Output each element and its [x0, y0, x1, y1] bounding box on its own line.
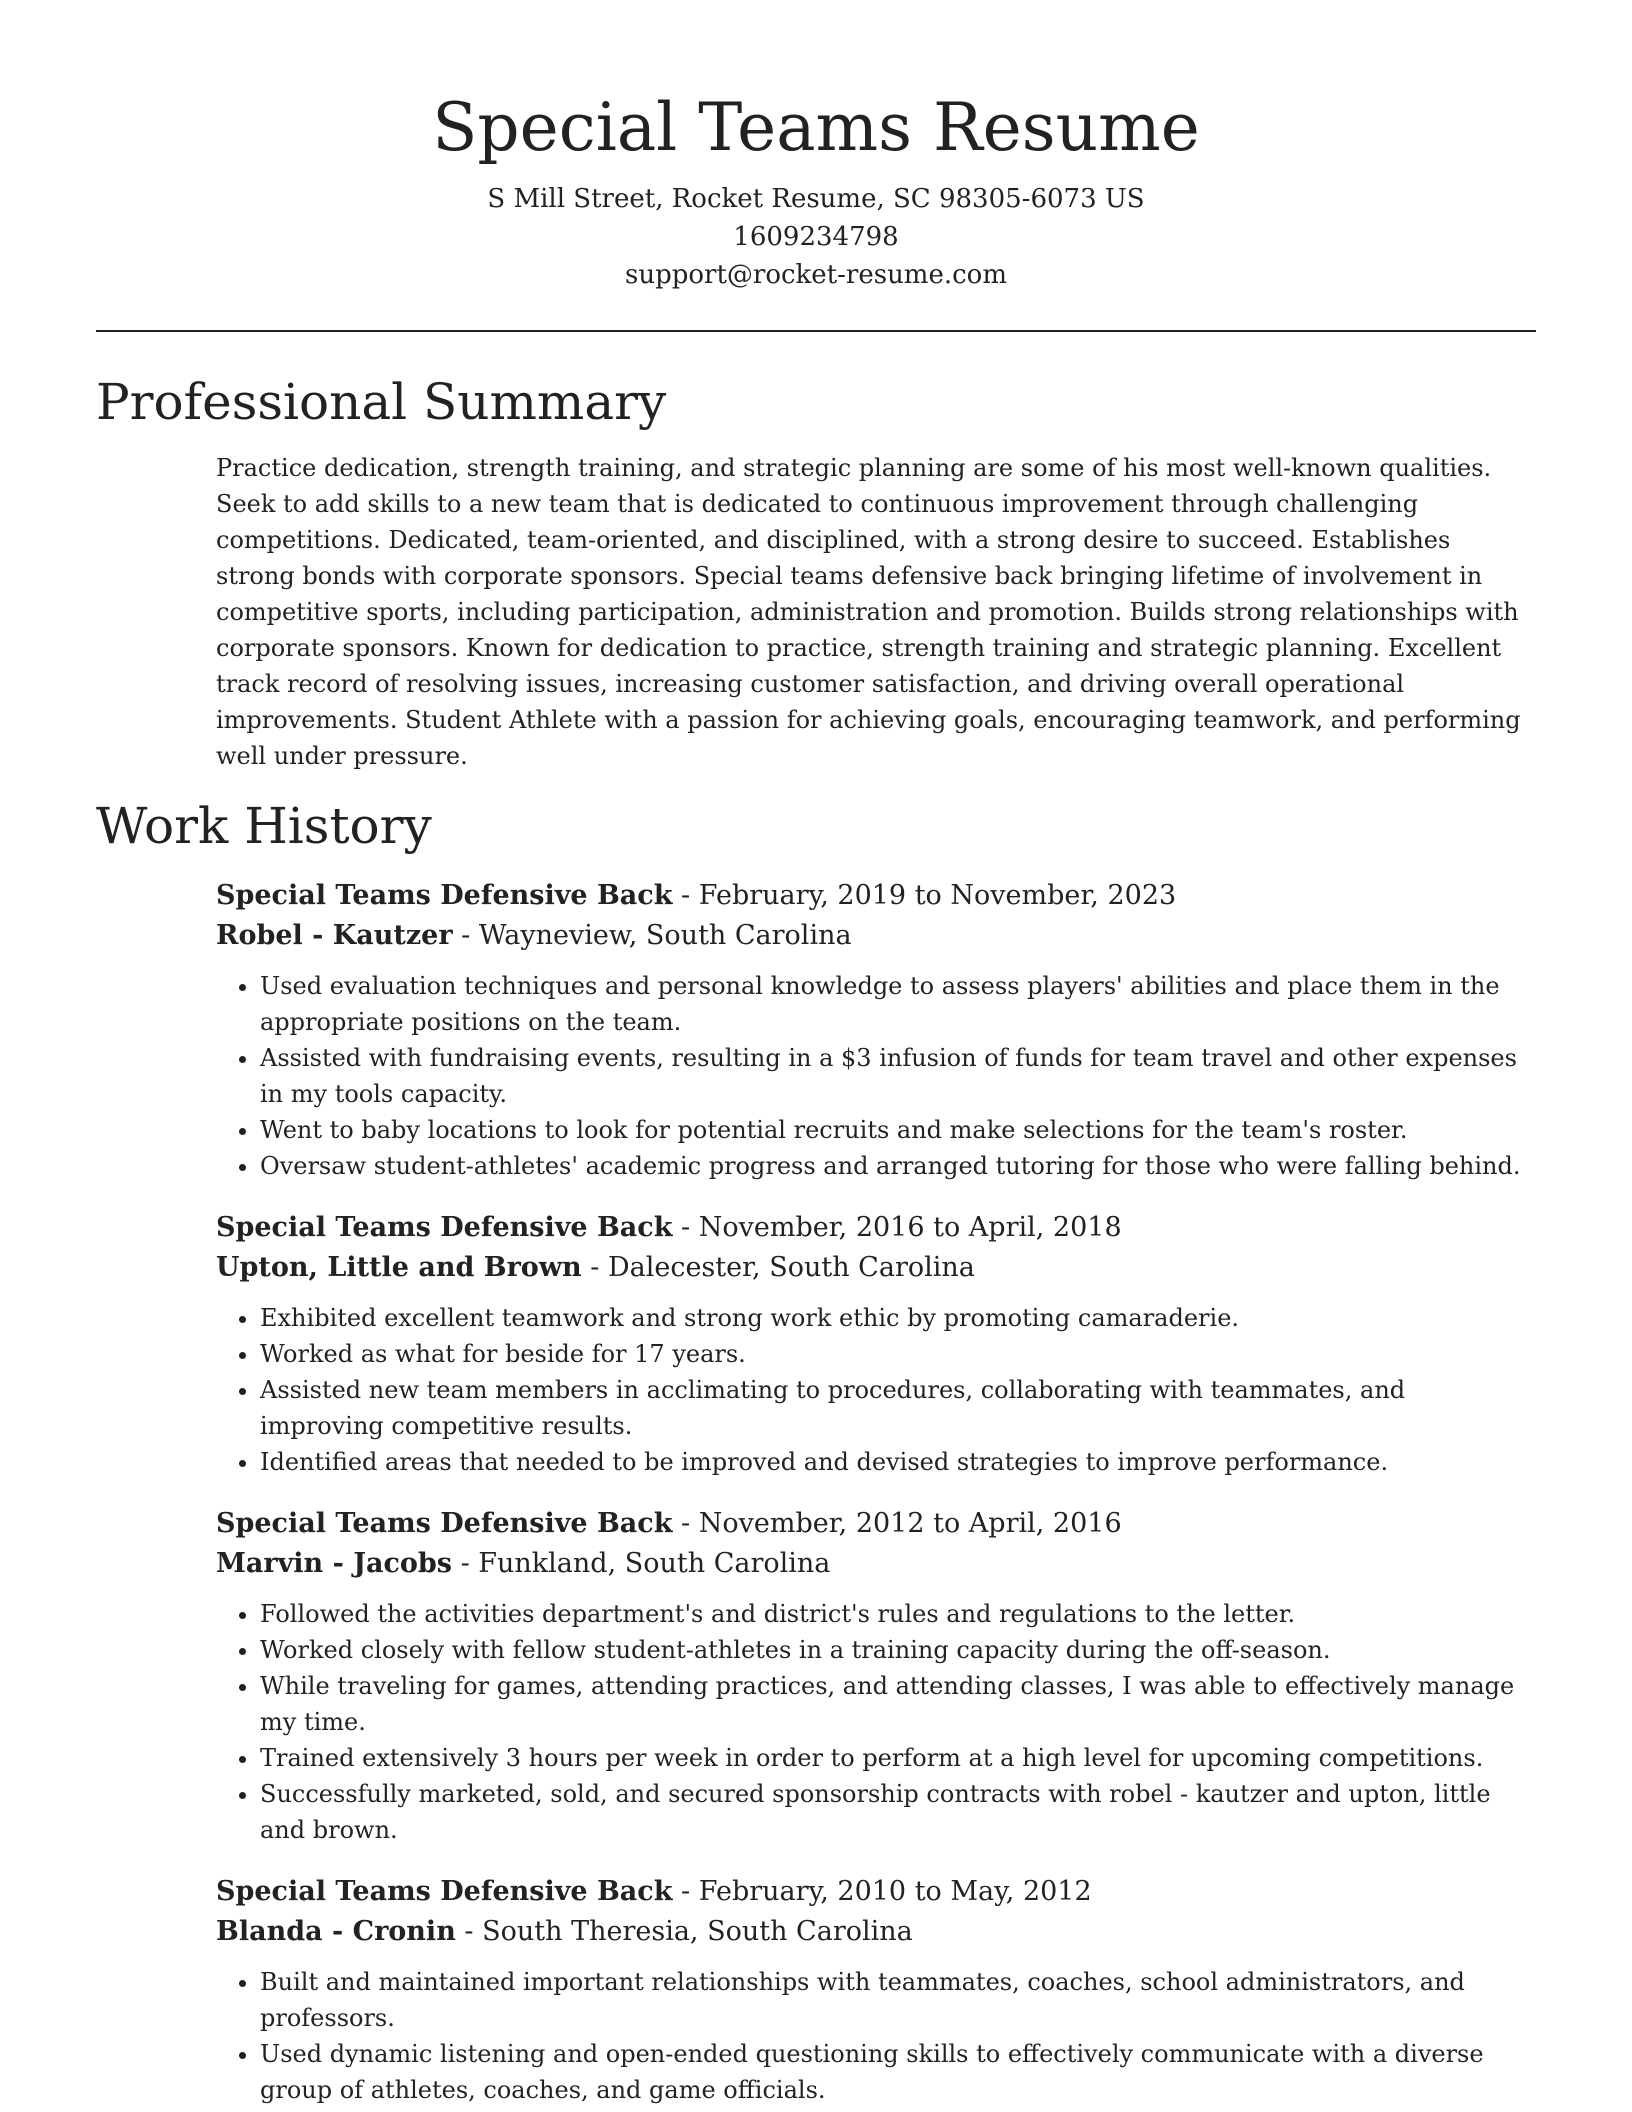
job-position: Special Teams Defensive Back — [216, 1876, 673, 1907]
job-title-line — [216, 1208, 1536, 1248]
job-entry — [216, 876, 1536, 1184]
job-company-line — [216, 1912, 1536, 1952]
job-bullet: • Assisted new team members in acclimating to procedures, collaborating with teammates, and improving competitive results. — [260, 1372, 1536, 1444]
job-entry — [216, 1504, 1536, 1848]
job-bullet: • Used evaluation techniques and personal knowledge to assess players' abilities and place them in the appropriate positions on the team. — [260, 968, 1536, 1040]
job-dates: - February, 2010 to May, 2012 — [672, 1876, 1092, 1907]
job-company: Robel - Kautzer — [216, 920, 453, 951]
job-dates: - November, 2012 to April, 2016 — [672, 1508, 1122, 1539]
job-position: Special Teams Defensive Back — [216, 1212, 673, 1243]
job-bullet: • Exhibited excellent teamwork and strong work ethic by promoting camaraderie. — [260, 1300, 1536, 1336]
job-bullet: • Identified areas that needed to be improved and devised strategies to improve performance. — [260, 1444, 1536, 1480]
job-bullet: • Assisted with fundraising events, resulting in a $3 infusion of funds for team travel and other expenses in my tools capacity. — [260, 1040, 1536, 1112]
summary-text: Practice dedication, strength training, and strategic planning are some of his most well-known qualities. Seek to add skills to a new team that is dedicated to continuous improvement through challenging competitions. Dedicated, team-oriented, and disciplined, with a strong desire to succeed. Establishes strong bonds with corporate sponsors. Special teams defensive back bringing lifetime of involvement in competitive sports, including participation, administration and promotion. Builds strong relationships with corporate sponsors. Known for dedication to practice, strength training and strategic planning. Excellent track record of resolving issues, increasing customer satisfaction, and driving overall operational improvements. Student Athlete with a passion for achieving goals, encouraging teamwork, and performing well under pressure. — [216, 454, 1521, 770]
job-bullet: • Built and maintained important relationships with teammates, coaches, school administrators, and professors. — [260, 1964, 1536, 2036]
job-entry — [216, 1208, 1536, 1480]
job-bullet: • Worked closely with fellow student-athletes in a training capacity during the off-season. — [260, 1632, 1536, 1668]
job-bullets — [216, 1596, 1536, 1848]
job-company-line — [216, 916, 1536, 956]
work-history-heading: Work History — [96, 797, 432, 855]
resume-page — [96, 0, 1536, 2108]
job-dates: - February, 2019 to November, 2023 — [672, 880, 1177, 911]
summary-heading: Professional Summary — [96, 373, 667, 431]
job-bullet: • Oversaw student-athletes' academic progress and arranged tutoring for those who were falling behind. — [260, 1148, 1536, 1184]
job-position: Special Teams Defensive Back — [216, 880, 673, 911]
contact-email: support@rocket-resume.com — [624, 260, 1007, 290]
contact-address: S Mill Street, Rocket Resume, SC 98305-6073 US — [487, 184, 1145, 214]
job-entry — [216, 1872, 1536, 2108]
resume-name: Special Teams Resume — [432, 89, 1200, 166]
job-bullet: • Trained extensively 3 hours per week in order to perform at a high level for upcoming competitions. — [260, 1740, 1536, 1776]
header-divider — [96, 330, 1536, 332]
contact-block — [96, 180, 1536, 294]
job-company: Marvin - Jacobs — [216, 1548, 452, 1579]
job-bullet: • Worked as what for beside for 17 years. — [260, 1336, 1536, 1372]
contact-phone: 1609234798 — [733, 222, 899, 252]
job-title-line — [216, 876, 1536, 916]
job-position: Special Teams Defensive Back — [216, 1508, 673, 1539]
job-bullets — [216, 1964, 1536, 2108]
job-company: Blanda - Cronin — [216, 1916, 456, 1947]
job-location: - Wayneview, South Carolina — [452, 920, 852, 951]
job-bullet: • While traveling for games, attending practices, and attending classes, I was able to effectively manage my time. — [260, 1668, 1536, 1740]
job-title-line — [216, 1504, 1536, 1544]
job-company: Upton, Little and Brown — [216, 1252, 582, 1283]
job-company-line — [216, 1248, 1536, 1288]
resume-header — [96, 0, 1536, 294]
job-company-line — [216, 1544, 1536, 1584]
job-title-line — [216, 1872, 1536, 1912]
job-bullets — [216, 1300, 1536, 1480]
job-bullet: • Went to baby locations to look for potential recruits and make selections for the team's roster. — [260, 1112, 1536, 1148]
job-bullets — [216, 968, 1536, 1184]
job-location: - Funkland, South Carolina — [452, 1548, 831, 1579]
job-list — [216, 876, 1536, 2108]
job-location: - South Theresia, South Carolina — [455, 1916, 913, 1947]
job-bullet: • Followed the activities department's and district's rules and regulations to the letter. — [260, 1596, 1536, 1632]
job-bullet: • Used dynamic listening and open-ended questioning skills to effectively communicate with a diverse group of athletes, coaches, and game officials. — [260, 2036, 1536, 2108]
job-dates: - November, 2016 to April, 2018 — [672, 1212, 1122, 1243]
job-bullet: • Successfully marketed, sold, and secured sponsorship contracts with robel - kautzer and upton, little and brown. — [260, 1776, 1536, 1848]
job-location: - Dalecester, South Carolina — [581, 1252, 975, 1283]
